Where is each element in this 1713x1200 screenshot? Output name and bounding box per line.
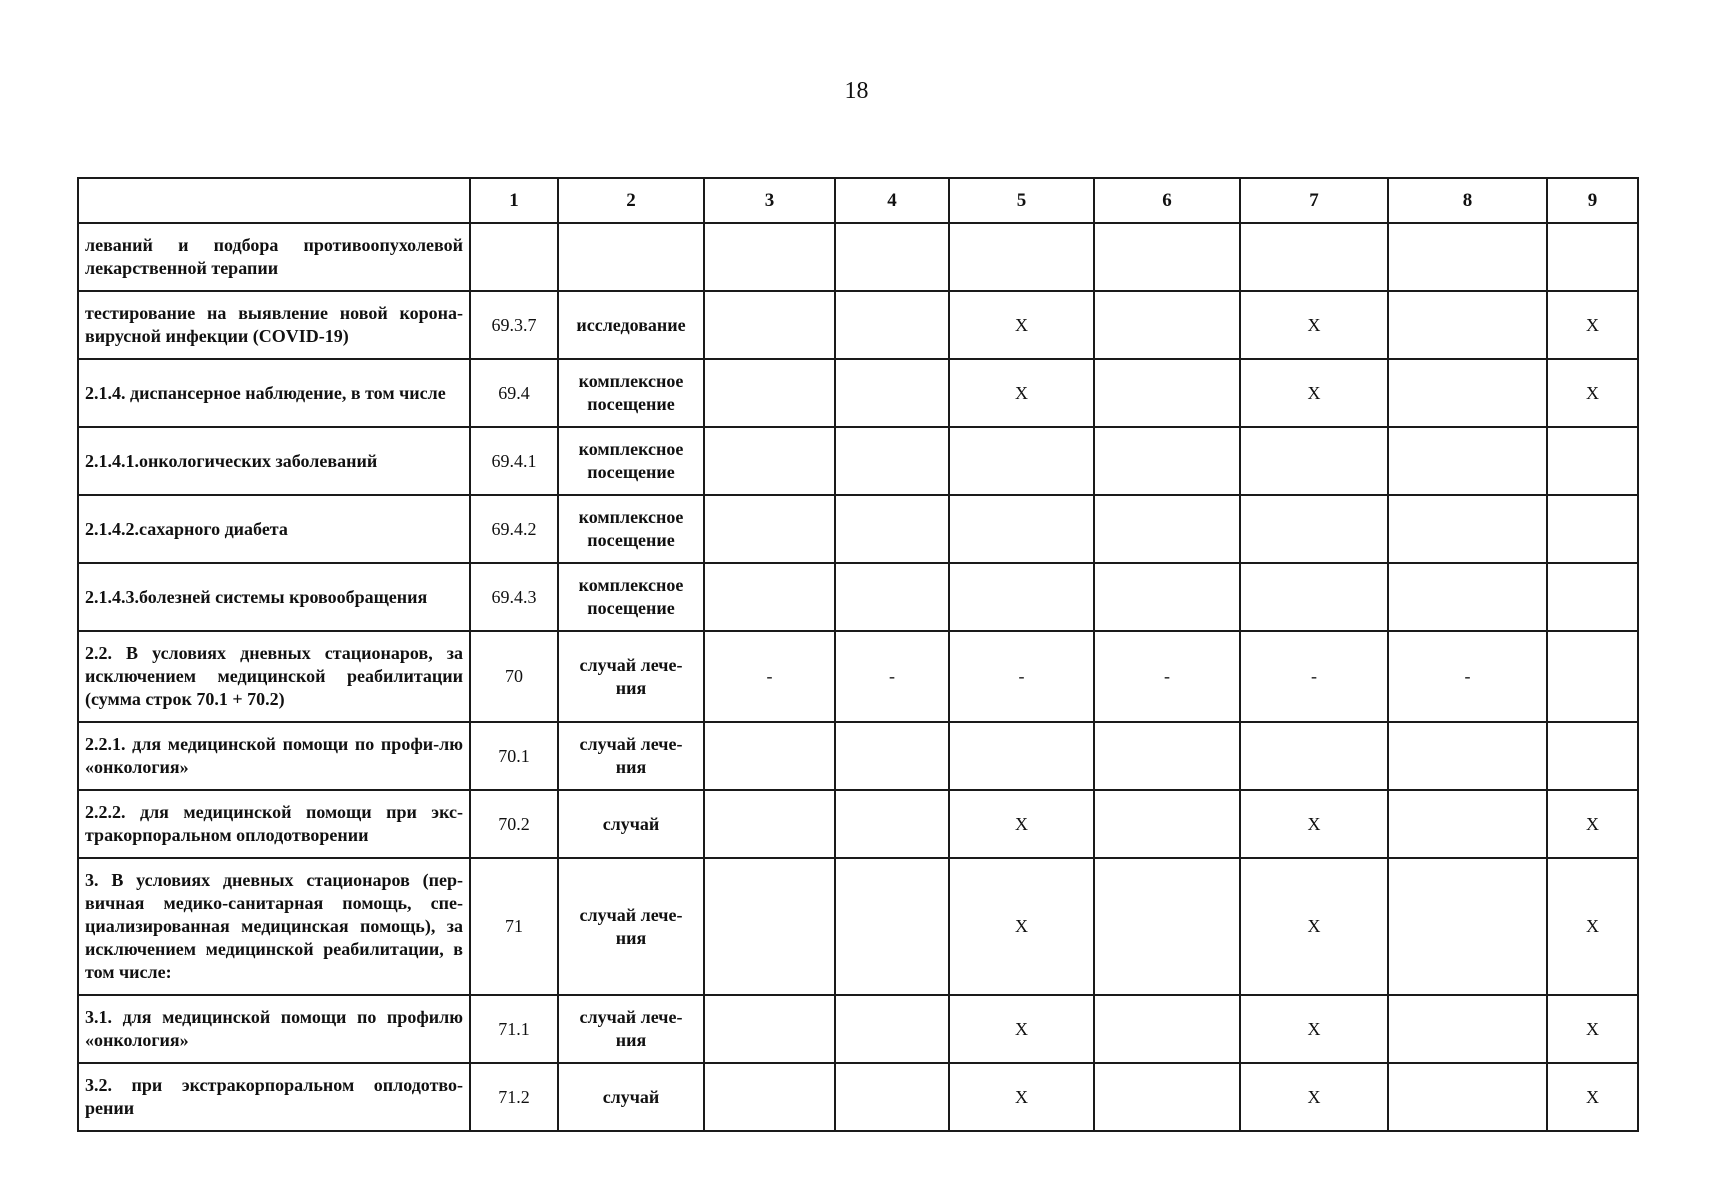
row-value-cell bbox=[835, 223, 949, 291]
row-value-cell bbox=[1388, 722, 1547, 790]
header-row bbox=[78, 178, 1638, 223]
row-value-cell bbox=[1547, 563, 1638, 631]
row-value-cell bbox=[1388, 858, 1547, 995]
row-value-cell bbox=[1547, 223, 1638, 291]
row-value-cell bbox=[704, 722, 835, 790]
row-code-cell: 70.2 bbox=[470, 790, 558, 858]
row-value-cell bbox=[949, 223, 1094, 291]
row-name-cell: 3. В условиях дневных стационаров (пер-вичная медико-санитарная помощь, спе-циализированная медицинская помощь), за исключением медицинской реабилитации, в том числе: bbox=[78, 858, 470, 995]
table-row bbox=[78, 359, 1638, 427]
row-value-cell: - bbox=[949, 631, 1094, 722]
row-unit-cell bbox=[558, 223, 704, 291]
header-cell: 6 bbox=[1094, 178, 1240, 223]
row-value-cell bbox=[835, 563, 949, 631]
row-value-cell: - bbox=[1388, 631, 1547, 722]
page-number: 18 bbox=[844, 78, 869, 104]
header-cell: 4 bbox=[835, 178, 949, 223]
row-value-cell: X bbox=[1547, 1063, 1638, 1131]
row-value-cell bbox=[1240, 427, 1388, 495]
row-value-cell: X bbox=[949, 995, 1094, 1063]
row-value-cell: - bbox=[1094, 631, 1240, 722]
row-name-cell: 3.1. для медицинской помощи по профилю «онкология» bbox=[78, 995, 470, 1063]
row-value-cell bbox=[1094, 563, 1240, 631]
row-value-cell bbox=[1094, 790, 1240, 858]
row-value-cell bbox=[704, 563, 835, 631]
row-value-cell: X bbox=[1240, 359, 1388, 427]
row-value-cell: X bbox=[1547, 790, 1638, 858]
row-value-cell bbox=[835, 995, 949, 1063]
row-value-cell: - bbox=[835, 631, 949, 722]
row-value-cell bbox=[704, 858, 835, 995]
row-value-cell bbox=[1388, 790, 1547, 858]
row-value-cell bbox=[1388, 995, 1547, 1063]
row-value-cell: X bbox=[1547, 858, 1638, 995]
table-row bbox=[78, 223, 1638, 291]
row-name-cell: 2.1.4.2.сахарного диабета bbox=[78, 495, 470, 563]
row-value-cell bbox=[1240, 722, 1388, 790]
row-value-cell bbox=[835, 359, 949, 427]
row-value-cell bbox=[949, 563, 1094, 631]
table-row bbox=[78, 563, 1638, 631]
row-value-cell bbox=[835, 790, 949, 858]
row-code-cell: 69.4.2 bbox=[470, 495, 558, 563]
table-row bbox=[78, 858, 1638, 995]
row-value-cell: X bbox=[949, 359, 1094, 427]
row-value-cell bbox=[1388, 427, 1547, 495]
row-name-cell: 2.2.2. для медицинской помощи при экс-тракорпоральном оплодотворении bbox=[78, 790, 470, 858]
row-unit-cell: исследование bbox=[558, 291, 704, 359]
row-name-cell: 3.2. при экстракорпоральном оплодотво-рении bbox=[78, 1063, 470, 1131]
table-row bbox=[78, 1063, 1638, 1131]
data-table bbox=[77, 177, 1639, 1132]
row-value-cell bbox=[1240, 563, 1388, 631]
row-value-cell bbox=[835, 291, 949, 359]
row-value-cell bbox=[704, 790, 835, 858]
row-value-cell bbox=[704, 359, 835, 427]
row-value-cell bbox=[949, 495, 1094, 563]
row-code-cell: 70 bbox=[470, 631, 558, 722]
row-unit-cell: комплексное посещение bbox=[558, 359, 704, 427]
header-cell bbox=[78, 178, 470, 223]
row-unit-cell: случай лече-ния bbox=[558, 722, 704, 790]
row-value-cell: X bbox=[1240, 858, 1388, 995]
row-name-cell: 2.1.4. диспансерное наблюдение, в том числе bbox=[78, 359, 470, 427]
row-code-cell bbox=[470, 223, 558, 291]
row-code-cell: 70.1 bbox=[470, 722, 558, 790]
row-code-cell: 69.4.3 bbox=[470, 563, 558, 631]
row-value-cell bbox=[704, 291, 835, 359]
row-unit-cell: случай лече-ния bbox=[558, 995, 704, 1063]
row-unit-cell: случай bbox=[558, 790, 704, 858]
row-value-cell: X bbox=[1240, 790, 1388, 858]
row-name-cell: 2.1.4.1.онкологических заболеваний bbox=[78, 427, 470, 495]
row-value-cell bbox=[1094, 359, 1240, 427]
header-cell: 7 bbox=[1240, 178, 1388, 223]
row-value-cell bbox=[949, 722, 1094, 790]
header-cell: 9 bbox=[1547, 178, 1638, 223]
row-name-cell: 2.1.4.3.болезней системы кровообращения bbox=[78, 563, 470, 631]
row-value-cell bbox=[1388, 563, 1547, 631]
row-unit-cell: случай лече-ния bbox=[558, 631, 704, 722]
row-value-cell: X bbox=[949, 790, 1094, 858]
row-value-cell bbox=[1094, 995, 1240, 1063]
row-value-cell bbox=[704, 427, 835, 495]
row-name-cell: тестирование на выявление новой корона-вирусной инфекции (COVID-19) bbox=[78, 291, 470, 359]
row-unit-cell: комплексное посещение bbox=[558, 427, 704, 495]
header-cell: 8 bbox=[1388, 178, 1547, 223]
row-value-cell bbox=[1094, 1063, 1240, 1131]
row-value-cell bbox=[1388, 495, 1547, 563]
row-value-cell: X bbox=[1240, 291, 1388, 359]
row-value-cell bbox=[1094, 858, 1240, 995]
row-value-cell: X bbox=[949, 1063, 1094, 1131]
row-value-cell bbox=[1094, 223, 1240, 291]
row-value-cell bbox=[1547, 427, 1638, 495]
table-row bbox=[78, 790, 1638, 858]
row-code-cell: 69.4.1 bbox=[470, 427, 558, 495]
row-code-cell: 71.1 bbox=[470, 995, 558, 1063]
row-value-cell bbox=[704, 1063, 835, 1131]
table-row bbox=[78, 291, 1638, 359]
row-unit-cell: комплексное посещение bbox=[558, 563, 704, 631]
row-value-cell bbox=[1547, 722, 1638, 790]
header-cell: 1 bbox=[470, 178, 558, 223]
row-code-cell: 69.3.7 bbox=[470, 291, 558, 359]
table-row bbox=[78, 631, 1638, 722]
row-unit-cell: случай лече-ния bbox=[558, 858, 704, 995]
row-name-cell: 2.2. В условиях дневных стационаров, за исключением медицинской реабилитации (сумма строк 70.1 + 70.2) bbox=[78, 631, 470, 722]
row-value-cell bbox=[1388, 359, 1547, 427]
row-value-cell bbox=[1388, 1063, 1547, 1131]
row-unit-cell: случай bbox=[558, 1063, 704, 1131]
row-value-cell bbox=[835, 495, 949, 563]
row-value-cell bbox=[1240, 495, 1388, 563]
row-value-cell bbox=[704, 223, 835, 291]
row-value-cell bbox=[1388, 223, 1547, 291]
row-value-cell bbox=[835, 722, 949, 790]
row-value-cell bbox=[1094, 427, 1240, 495]
header-cell: 2 bbox=[558, 178, 704, 223]
table-row bbox=[78, 427, 1638, 495]
row-code-cell: 71.2 bbox=[470, 1063, 558, 1131]
row-value-cell bbox=[704, 495, 835, 563]
table-row bbox=[78, 495, 1638, 563]
row-value-cell bbox=[949, 427, 1094, 495]
row-value-cell: X bbox=[1547, 291, 1638, 359]
row-value-cell bbox=[1094, 722, 1240, 790]
row-value-cell bbox=[835, 858, 949, 995]
row-value-cell bbox=[1547, 495, 1638, 563]
row-unit-cell: комплексное посещение bbox=[558, 495, 704, 563]
row-code-cell: 71 bbox=[470, 858, 558, 995]
header-cell: 3 bbox=[704, 178, 835, 223]
row-value-cell: X bbox=[1240, 995, 1388, 1063]
row-value-cell bbox=[835, 1063, 949, 1131]
row-value-cell bbox=[1388, 291, 1547, 359]
table-row bbox=[78, 995, 1638, 1063]
row-value-cell: X bbox=[1240, 1063, 1388, 1131]
table-row bbox=[78, 722, 1638, 790]
row-value-cell: X bbox=[949, 858, 1094, 995]
row-name-cell: леваний и подбора противоопухолевой лекарственной терапии bbox=[78, 223, 470, 291]
row-value-cell bbox=[835, 427, 949, 495]
row-value-cell bbox=[1094, 291, 1240, 359]
row-code-cell: 69.4 bbox=[470, 359, 558, 427]
header-cell: 5 bbox=[949, 178, 1094, 223]
row-value-cell: X bbox=[1547, 995, 1638, 1063]
row-value-cell: X bbox=[949, 291, 1094, 359]
row-value-cell bbox=[1240, 223, 1388, 291]
row-value-cell: X bbox=[1547, 359, 1638, 427]
row-value-cell: - bbox=[704, 631, 835, 722]
row-name-cell: 2.2.1. для медицинской помощи по профи-лю «онкология» bbox=[78, 722, 470, 790]
row-value-cell bbox=[1094, 495, 1240, 563]
row-value-cell: - bbox=[1240, 631, 1388, 722]
row-value-cell bbox=[704, 995, 835, 1063]
row-value-cell bbox=[1547, 631, 1638, 722]
